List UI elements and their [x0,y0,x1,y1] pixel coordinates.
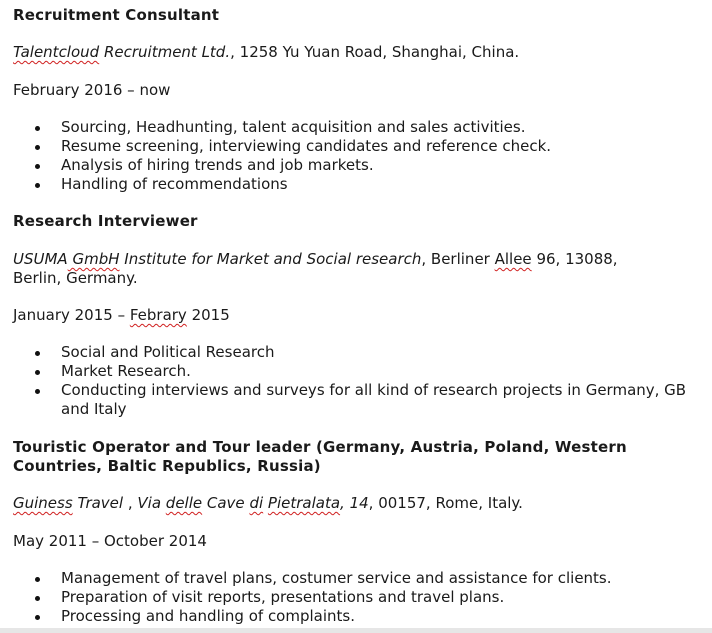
employer-address: , 00157, Rome, Italy. [368,494,523,512]
list-item: Handling of recommendations [61,175,288,193]
list-item: Analysis of hiring trends and job markets. [61,156,374,174]
bullet-icon [35,615,40,620]
list-item: Resume screening, interviewing candidates and reference check. [61,137,552,155]
employer-line [13,250,618,269]
list-item: Conducting interviews and surveys for all kind of research projects in Germany, GB [61,381,687,399]
bullet-icon [35,126,40,131]
employer-address-line2: Berlin, Germany. [13,269,138,287]
employer-name: Guiness [13,494,73,512]
employer-address-street: Allee [494,250,532,268]
bullet-icon [35,183,40,188]
list-item: Management of travel plans, costumer service and assistance for clients. [61,569,612,587]
bullet-icon [35,389,40,394]
employer-line [13,43,519,62]
employer-address: , 1258 Yu Yuan Road, Shanghai, China. [230,43,520,61]
job-title: Research Interviewer [13,212,198,230]
list-item: Sourcing, Headhunting, talent acquisition and sales activities. [61,118,526,136]
employment-dates: January 2015 – Febrary 2015 [13,306,230,324]
employer-name-gmbh: GmbH [67,250,120,268]
bullet-icon [35,164,40,169]
list-item: Market Research. [61,362,191,380]
list-item: Social and Political Research [61,343,275,361]
bullet-icon [35,596,40,601]
list-item: Preparation of visit reports, presentations and travel plans. [61,588,505,606]
employer-name-rest: Institute for Market and Social research [119,250,422,268]
employment-dates: February 2016 – now [13,81,171,99]
employer-line: Guiness Travel , Via delle Cave di Pietralata, 14, 00157, Rome, Italy. [13,494,523,512]
bullet-icon [35,370,40,375]
bullet-icon [35,577,40,582]
employment-dates: May 2011 – October 2014 [13,532,207,550]
list-item: Processing and handling of complaints. [61,607,355,625]
job-title: Recruitment Consultant [13,6,220,24]
employer-name: Talentcloud [13,43,100,61]
horizontal-scrollbar[interactable] [0,628,712,633]
bullet-icon [35,351,40,356]
employer-name: USUMA [13,250,68,268]
job-title: Touristic Operator and Tour leader (Germany, Austria, Poland, Western [13,438,627,456]
list-item-continuation: and Italy [61,400,127,418]
employer-address-rest: 96, 13088, [531,250,618,268]
employer-name-rest: Recruitment Ltd. [99,43,231,61]
employer-address: , Berliner [421,250,495,268]
employer-name-rest: Travel [72,494,124,512]
job-title-line2: Countries, Baltic Republics, Russia) [13,457,321,475]
bullet-icon [35,145,40,150]
